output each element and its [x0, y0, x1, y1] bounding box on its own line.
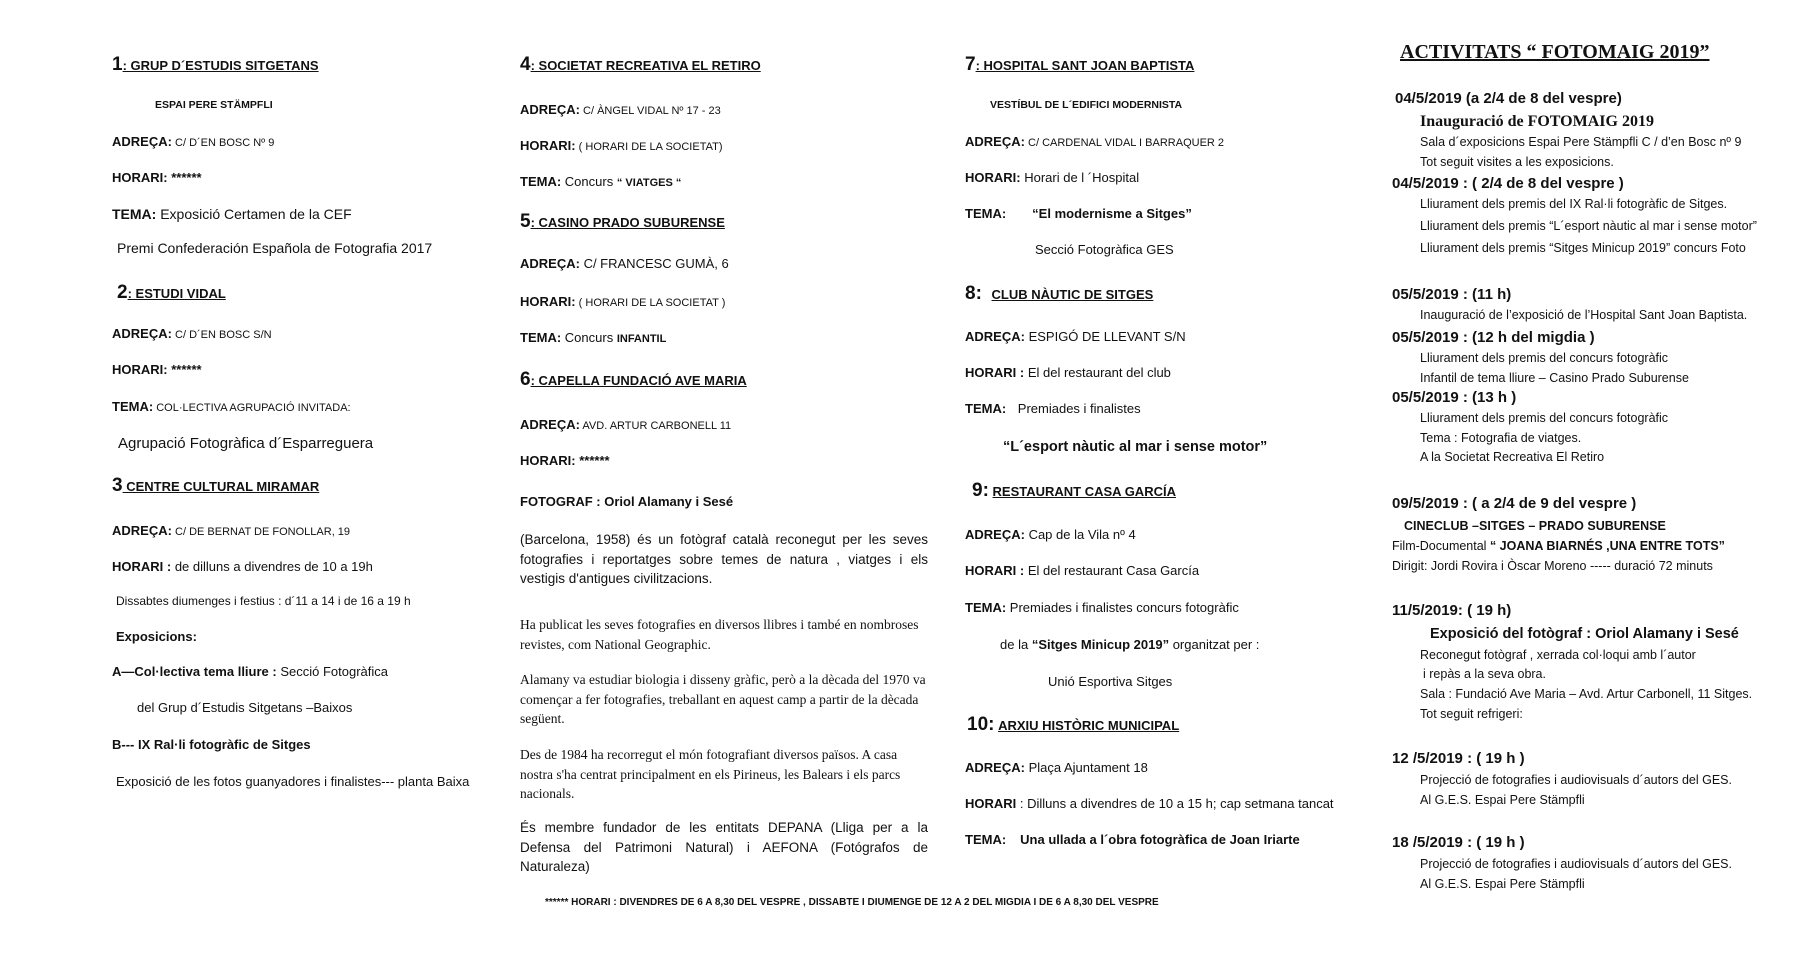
activity-1-title: Inauguració de FOTOMAIG 2019: [1420, 113, 1654, 130]
venue-3-exhibitions-label: Exposicions:: [116, 629, 197, 644]
activity-4-line-2: Infantil de tema lliure – Casino Prado Suburense: [1420, 371, 1689, 385]
venue-4-address: ADREÇA: C/ ÀNGEL VIDAL Nº 17 - 23: [520, 102, 721, 117]
venue-1-address: ADREÇA: C/ D´EN BOSC Nº 9: [112, 134, 275, 149]
bio-paragraph-2: Ha publicat les seves fotografies en diversos llibres i també en nombroses revistes, com National Geographic.: [520, 617, 919, 652]
activity-9-line-2: Al G.E.S. Espai Pere Stämpfli: [1420, 877, 1585, 891]
venue-7-subtitle: VESTÍBUL DE L´EDIFICI MODERNISTA: [990, 99, 1183, 111]
bio-paragraph-5: És membre fundador de les entitats DEPANA (Lliga per a la Defensa del Patrimoni Natural) i AEFONA (Fotógrafos de Naturaleza): [520, 820, 928, 875]
activities-title: ACTIVITATS “ FOTOMAIG 2019”: [1400, 41, 1710, 63]
venue-1-subtitle: ESPAI PERE STÄMPFLI: [155, 99, 273, 111]
activity-4-date: 05/5/2019 : (12 h del migdia ): [1392, 329, 1595, 346]
venue-3-exhibition-b-line-2: Exposició de les fotos guanyadores i finalistes--- planta Baixa: [116, 774, 470, 789]
venue-6-hours: HORARI: ******: [520, 453, 610, 468]
venue-1-heading: 1: GRUP D´ESTUDIS SITGETANS: [112, 54, 319, 75]
venue-8-theme-line-2: “L´esport nàutic al mar i sense motor”: [1003, 439, 1268, 455]
venue-7-theme-line-2: Secció Fotogràfica GES: [1035, 242, 1174, 257]
venue-5-heading: 5: CASINO PRADO SUBURENSE: [520, 211, 725, 232]
activity-5-line-3: A la Societat Recreativa El Retiro: [1420, 450, 1605, 464]
activity-9-line-1: Projecció de fotografies i audiovisuals d´autors del GES.: [1420, 857, 1732, 871]
activity-8-date: 12 /5/2019 : ( 19 h ): [1392, 750, 1525, 767]
bio-paragraph-3: Alamany va estudiar biologia i disseny gràfic, però a la dècada del 1970 va començar a fer fotografies, treballant en aquest camp a partir de la dècada següent.: [520, 672, 926, 727]
venue-7-heading: 7: HOSPITAL SANT JOAN BAPTISTA: [965, 54, 1195, 75]
activity-3-line-1: Inauguració de l’exposició de l’Hospital Sant Joan Baptista.: [1420, 308, 1748, 322]
venue-8-address: ADREÇA: ESPIGÓ DE LLEVANT S/N: [965, 329, 1186, 344]
venue-4-heading: 4: SOCIETAT RECREATIVA EL RETIRO: [520, 54, 761, 75]
activity-6-date: 09/5/2019 : ( a 2/4 de 9 del vespre ): [1392, 495, 1637, 512]
venue-5-theme: TEMA: Concurs INFANTIL: [520, 330, 667, 345]
venue-4-hours: HORARI: ( HORARI DE LA SOCIETAT): [520, 138, 723, 153]
venue-5-address: ADREÇA: C/ FRANCESC GUMÀ, 6: [520, 256, 729, 271]
activity-7-title: Exposició del fotògraf : Oriol Alamany i Sesé: [1430, 626, 1739, 642]
bio-paragraph-4: Des de 1984 ha recorregut el món fotografiant diversos països. A casa nostra s'ha centrat principalment en els Pirineus, les Balears i els parcs nacionals.: [520, 747, 901, 802]
activity-7-line-1: Reconegut fotògraf , xerrada col·loqui amb l´autor: [1420, 648, 1696, 662]
activity-3-date: 05/5/2019 : (11 h): [1392, 286, 1512, 303]
venue-10-hours: HORARI : Dilluns a divendres de 10 a 15 h; cap setmana tancat: [965, 796, 1334, 811]
venue-1-theme: TEMA: Exposició Certamen de la CEF: [112, 206, 352, 222]
activity-1-line-2: Sala d´exposicions Espai Pere Stämpfli C / d’en Bosc nº 9: [1420, 135, 1742, 149]
activity-5-line-1: Lliurament dels premis del concurs fotogràfic: [1420, 411, 1669, 425]
activity-1-date: 04/5/2019 (a 2/4 de 8 del vespre): [1395, 90, 1622, 107]
venue-2-address: ADREÇA: C/ D´EN BOSC S/N: [112, 326, 272, 341]
venue-9-address: ADREÇA: Cap de la Vila nº 4: [965, 527, 1136, 542]
venue-1-theme-line-2: Premi Confederación Española de Fotografia 2017: [117, 240, 433, 256]
activity-6-line-1: CINECLUB –SITGES – PRADO SUBURENSE: [1404, 519, 1666, 533]
activity-7-date: 11/5/2019: ( 19 h): [1392, 602, 1512, 619]
venue-3-hours-weekend: Dissabtes diumenges i festius : d´11 a 14 i de 16 a 19 h: [116, 594, 411, 608]
activity-8-line-1: Projecció de fotografies i audiovisuals d´autors del GES.: [1420, 773, 1732, 787]
venue-3-exhibition-a: A—Col·lectiva tema lliure : Secció Fotogràfica: [112, 664, 388, 679]
venue-10-heading: 10: ARXIU HISTÒRIC MUNICIPAL: [967, 714, 1180, 735]
venue-5-hours: HORARI: ( HORARI DE LA SOCIETAT ): [520, 294, 726, 309]
activity-5-date: 05/5/2019 : (13 h ): [1392, 389, 1517, 406]
activity-2-line-3: Lliurament dels premis “Sitges Minicup 2019” concurs Foto: [1420, 241, 1746, 255]
footer-hours-note: ****** HORARI : DIVENDRES DE 6 A 8,30 DEL VESPRE , DISSABTE I DIUMENGE DE 12 A 2 DEL MIGDIA I DE 6 A 8,30 DEL VESPRE: [545, 897, 1159, 908]
venue-8-heading: 8: CLUB NÀUTIC DE SITGES: [965, 283, 1154, 304]
venue-7-hours: HORARI: Horari de l ´Hospital: [965, 170, 1140, 185]
venue-10-address: ADREÇA: Plaça Ajuntament 18: [965, 760, 1148, 775]
venue-2-heading: 2: ESTUDI VIDAL: [117, 282, 226, 303]
activity-6-line-2: Film-Documental “ JOANA BIARNÉS ,UNA ENTRE TOTS”: [1392, 539, 1725, 553]
venue-2-theme-line-2: Agrupació Fotogràfica d´Esparreguera: [118, 435, 374, 452]
activity-7-line-3: Sala : Fundació Ave Maria – Avd. Artur Carbonell, 11 Sitges.: [1420, 687, 1753, 701]
venue-8-theme: TEMA: Premiades i finalistes: [965, 401, 1141, 416]
venue-6-address: ADREÇA: AVD. ARTUR CARBONELL 11: [520, 417, 732, 432]
venue-3-heading: 3 CENTRE CULTURAL MIRAMAR: [112, 475, 320, 496]
activity-7-line-4: Tot seguit refrigeri:: [1420, 707, 1523, 721]
venue-9-theme: TEMA: Premiades i finalistes concurs fotogràfic: [965, 600, 1239, 615]
bio-paragraph-1: (Barcelona, 1958) és un fotògraf català reconegut per les seves fotografies i reportatges sobre temes de natura , viatges i els vestigis d'antigues civilitzacions.: [520, 532, 928, 587]
venue-3-exhibition-a-line-2: del Grup d´Estudis Sitgetans –Baixos: [137, 700, 353, 715]
venue-3-exhibition-b: B--- IX Ral·li fotogràfic de Sitges: [112, 737, 311, 752]
venue-2-theme: TEMA: COL·LECTIVA AGRUPACIÓ INVITADA:: [112, 399, 351, 414]
venue-4-theme: TEMA: Concurs “ VIATGES “: [520, 174, 682, 189]
activity-8-line-2: Al G.E.S. Espai Pere Stämpfli: [1420, 793, 1585, 807]
activity-5-line-2: Tema : Fotografia de viatges.: [1420, 431, 1582, 445]
activity-1-line-3: Tot seguit visites a les exposicions.: [1420, 155, 1614, 169]
activity-2-line-2: Lliurament dels premis “L´esport nàutic al mar i sense motor”: [1420, 219, 1757, 233]
activity-9-date: 18 /5/2019 : ( 19 h ): [1392, 834, 1525, 851]
venue-7-address: ADREÇA: C/ CARDENAL VIDAL I BARRAQUER 2: [965, 134, 1225, 149]
venue-6-heading: 6: CAPELLA FUNDACIÓ AVE MARIA: [520, 369, 747, 390]
venue-3-hours: HORARI : de dilluns a divendres de 10 a 19h: [112, 559, 373, 574]
activity-2-date: 04/5/2019 : ( 2/4 de 8 del vespre ): [1392, 175, 1624, 192]
venue-2-hours: HORARI: ******: [112, 362, 202, 377]
venue-10-theme: TEMA: Una ullada a l´obra fotogràfica de Joan Iriarte: [965, 832, 1300, 847]
venue-8-hours: HORARI : El del restaurant del club: [965, 365, 1171, 380]
activity-4-line-1: Lliurament dels premis del concurs fotogràfic: [1420, 351, 1669, 365]
venue-9-hours: HORARI : El del restaurant Casa García: [965, 563, 1200, 578]
venue-1-hours: HORARI: ******: [112, 170, 202, 185]
activity-2-line-1: Lliurament dels premis del IX Ral·li fotogràfic de Sitges.: [1420, 197, 1728, 211]
venue-3-address: ADREÇA: C/ DE BERNAT DE FONOLLAR, 19: [112, 523, 351, 538]
activity-7-line-2: i repàs a la seva obra.: [1423, 667, 1546, 681]
activity-6-line-3: Dirigit: Jordi Rovira i Òscar Moreno ----- duració 72 minuts: [1392, 559, 1713, 573]
venue-9-organizer: Unió Esportiva Sitges: [1048, 674, 1173, 689]
photographer-label: FOTOGRAF : Oriol Alamany i Sesé: [520, 494, 734, 509]
venue-7-theme: TEMA: “El modernisme a Sitges”: [965, 206, 1192, 221]
venue-9-heading: 9: RESTAURANT CASA GARCÍA: [972, 480, 1176, 501]
venue-9-theme-line-2: de la “Sitges Minicup 2019” organitzat per :: [1000, 637, 1260, 652]
